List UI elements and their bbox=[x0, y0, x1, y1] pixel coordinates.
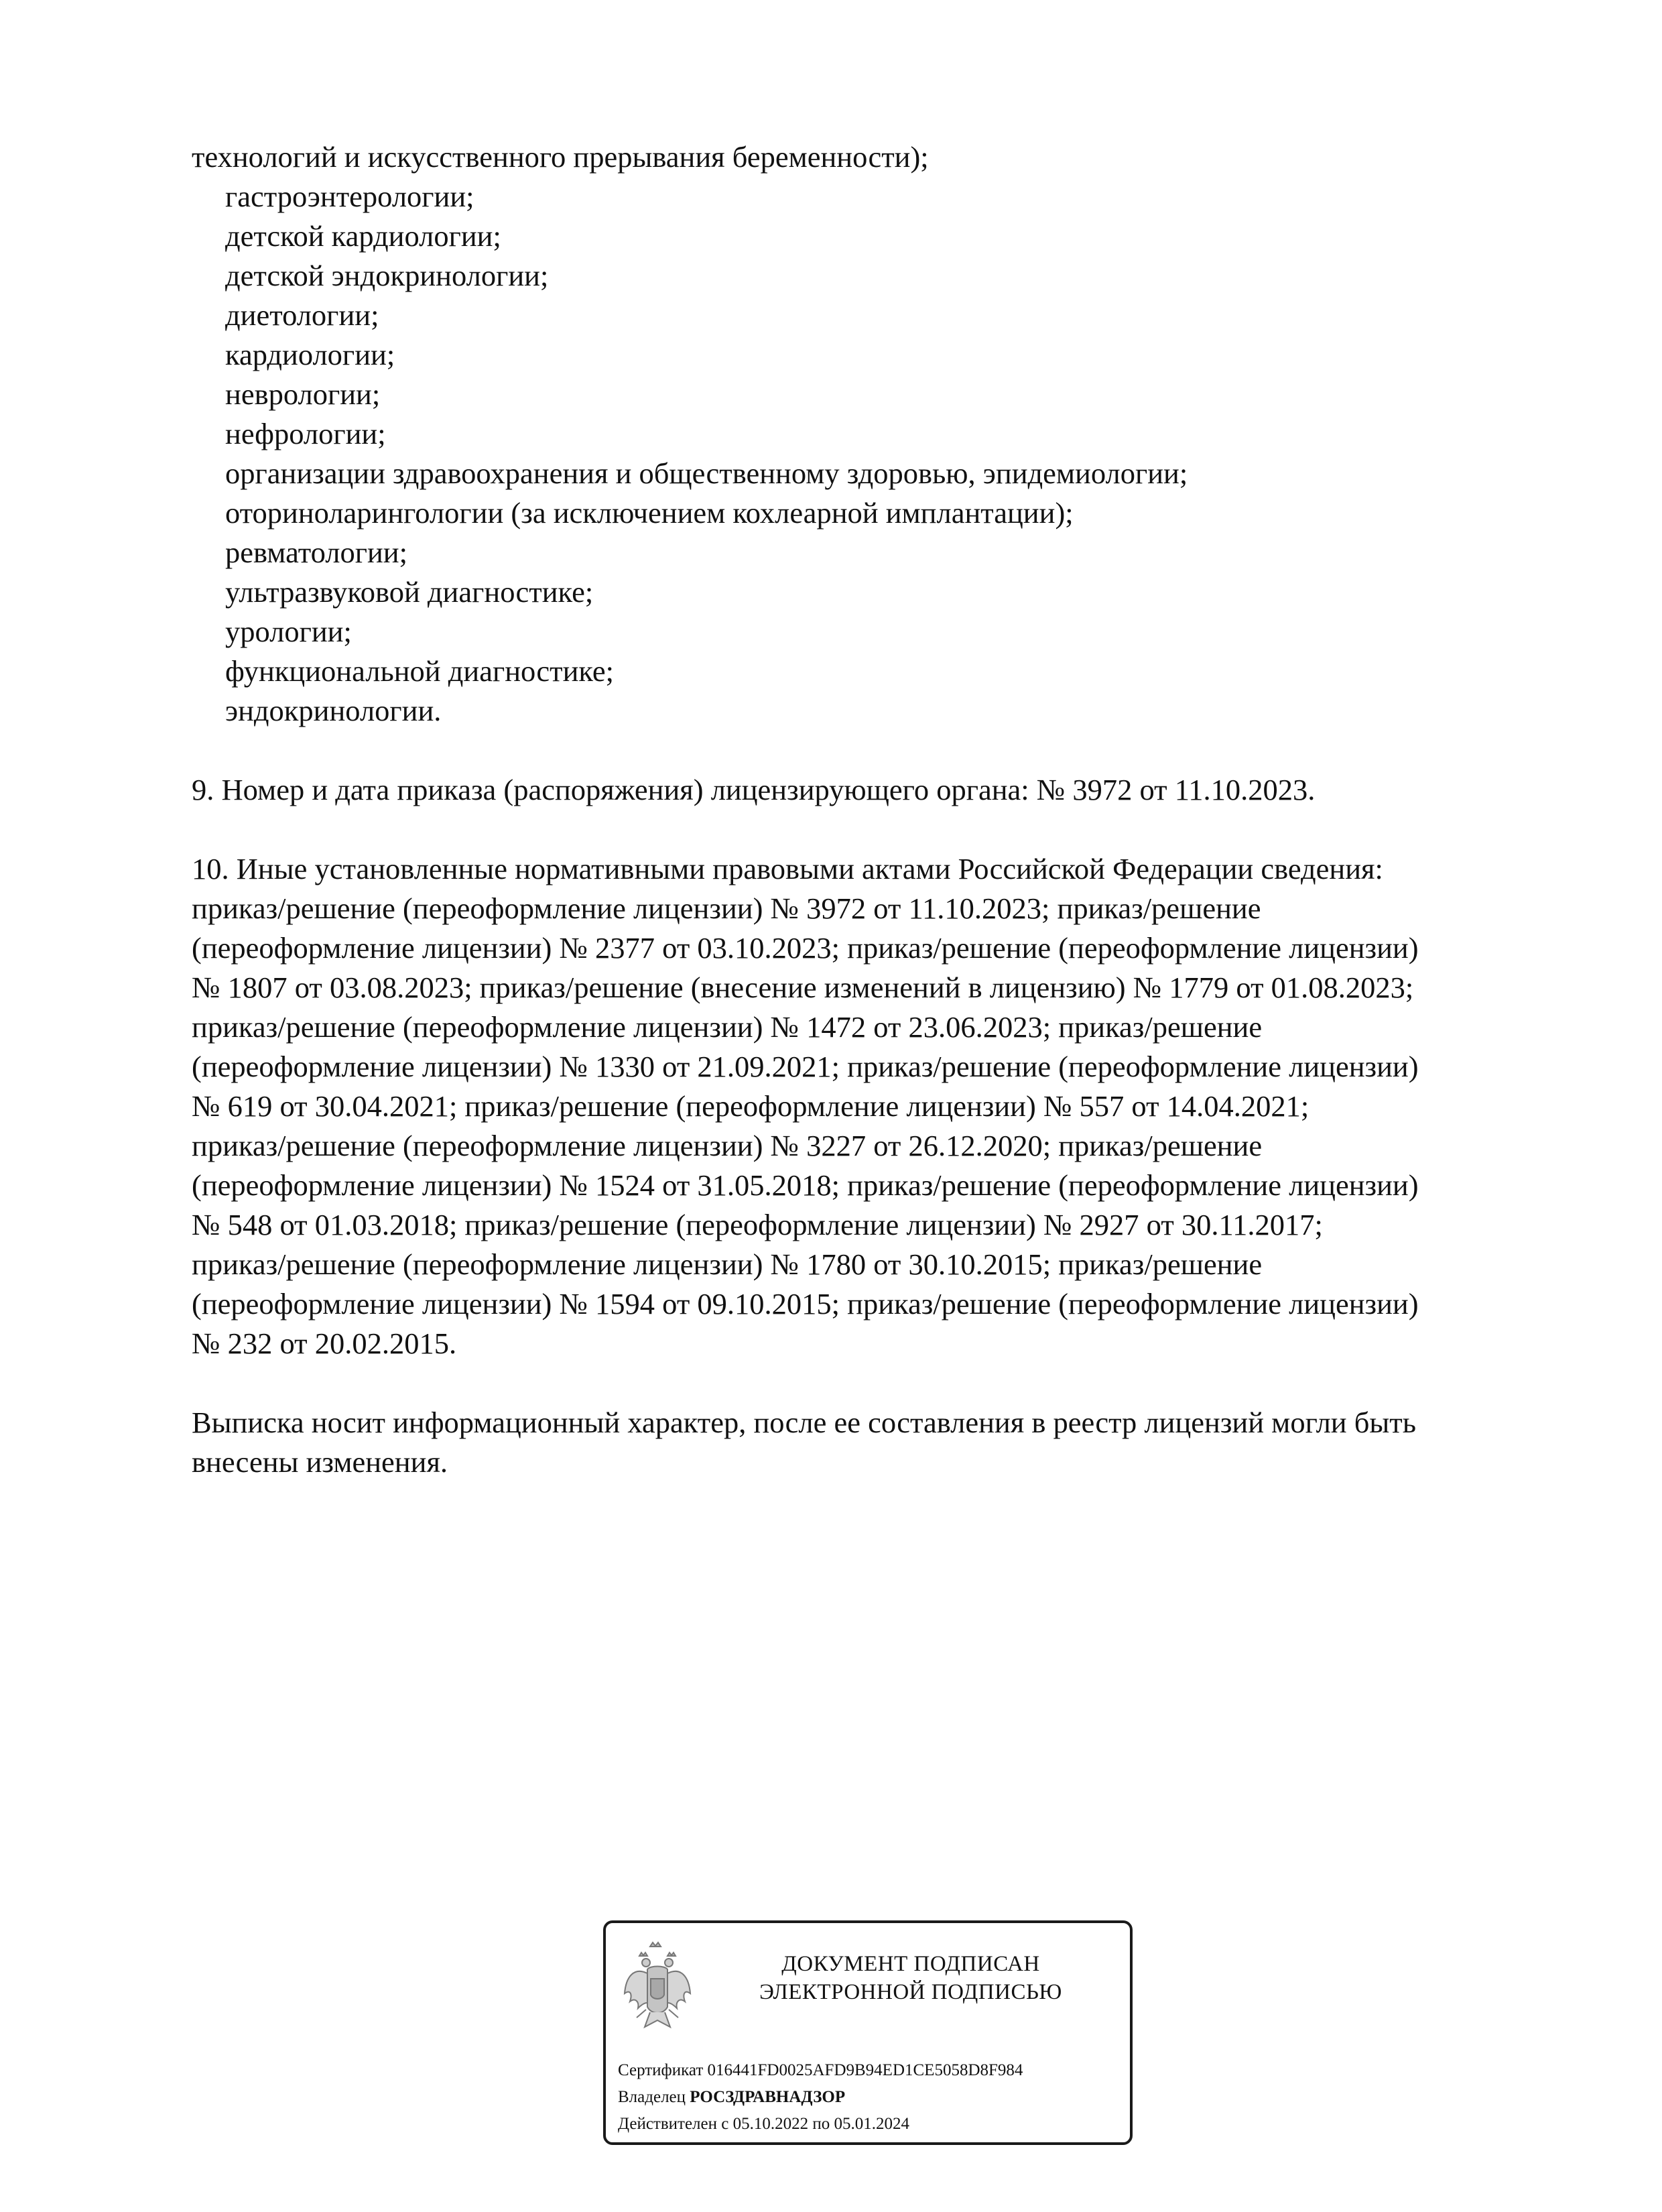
item-10-other-info bbox=[192, 849, 1525, 1363]
spacer bbox=[192, 1363, 1525, 1403]
list-item: детской эндокринологии; bbox=[225, 259, 549, 292]
list-item: нефрологии; bbox=[225, 417, 386, 450]
stamp-title-line: ЭЛЕКТРОННОЙ ПОДПИСЬЮ bbox=[759, 1980, 1062, 2004]
list-item: диетологии; bbox=[225, 298, 379, 332]
list-item: детской кардиологии; bbox=[225, 219, 501, 253]
paragraph-line: (переоформление лицензии) № 1524 от 31.05.2018; приказ/решение (переоформление лицензии) bbox=[192, 1168, 1419, 1202]
paragraph-line: (переоформление лицензии) № 2377 от 03.10.2023; приказ/решение (переоформление лицензии) bbox=[192, 931, 1419, 965]
owner-value: РОСЗДРАВНАДЗОР bbox=[690, 2088, 846, 2106]
validity-row: Действителен с 05.10.2022 по 05.01.2024 bbox=[618, 2115, 909, 2133]
document-body bbox=[192, 137, 1525, 1482]
paragraph-line: приказ/решение (переоформление лицензии) № 3972 от 11.10.2023; приказ/решение bbox=[192, 892, 1261, 925]
list-item: оториноларингологии (за исключением кохлеарной имплантации); bbox=[225, 496, 1074, 530]
list-item: ревматологии; bbox=[225, 536, 407, 569]
list-item: организации здравоохранения и общественному здоровью, эпидемиологии; bbox=[225, 456, 1188, 490]
electronic-signature-stamp bbox=[603, 1920, 1133, 2145]
item-9-order: 9. Номер и дата приказа (распоряжения) лицензирующего органа: № 3972 от 11.10.2023. bbox=[192, 773, 1316, 806]
coat-of-arms-icon bbox=[621, 1940, 694, 2034]
paragraph-line: приказ/решение (переоформление лицензии) № 3227 от 26.12.2020; приказ/решение bbox=[192, 1129, 1263, 1162]
paragraph-line: приказ/решение (переоформление лицензии) № 1780 от 30.10.2015; приказ/решение bbox=[192, 1247, 1263, 1281]
paragraph-line: (переоформление лицензии) № 1594 от 09.10.2015; приказ/решение (переоформление лицензии) bbox=[192, 1287, 1419, 1320]
list-item: функциональной диагностике; bbox=[225, 654, 615, 688]
paragraph-line: № 548 от 01.03.2018; приказ/решение (переоформление лицензии) № 2927 от 30.11.2017; bbox=[192, 1208, 1323, 1241]
paragraph-line: 10. Иные установленные нормативными правовыми актами Российской Федерации сведения: bbox=[192, 852, 1383, 885]
paragraph-line: (переоформление лицензии) № 1330 от 21.09.2021; приказ/решение (переоформление лицензии) bbox=[192, 1050, 1419, 1083]
list-item: гастроэнтерологии; bbox=[225, 180, 474, 213]
stamp-title bbox=[700, 1950, 1122, 2006]
stamp-details bbox=[618, 2057, 1023, 2138]
list-item: урологии; bbox=[225, 615, 352, 648]
certificate-value: 016441FD0025AFD9B94ED1CE5058D8F984 bbox=[707, 2061, 1023, 2079]
owner-label: Владелец bbox=[618, 2088, 686, 2106]
spacer bbox=[192, 810, 1525, 849]
list-item: кардиологии; bbox=[225, 338, 395, 371]
paragraph-line: Выписка носит информационный характер, после ее составления в реестр лицензий могли быть bbox=[192, 1406, 1416, 1439]
list-item: неврологии; bbox=[225, 377, 381, 411]
certificate-label: Сертификат bbox=[618, 2061, 704, 2079]
paragraph-line: приказ/решение (переоформление лицензии) № 1472 от 23.06.2023; приказ/решение bbox=[192, 1010, 1263, 1044]
list-item: ультразвуковой диагностике; bbox=[225, 575, 594, 609]
paragraph-line: № 232 от 20.02.2015. bbox=[192, 1327, 457, 1360]
disclaimer-note bbox=[192, 1403, 1525, 1482]
paragraph-line: внесены изменения. bbox=[192, 1445, 448, 1479]
paragraph-line: № 1807 от 03.08.2023; приказ/решение (внесение изменений в лицензию) № 1779 от 01.08.2023; bbox=[192, 971, 1414, 1004]
certificate-row bbox=[618, 2057, 1023, 2084]
owner-row bbox=[618, 2084, 1023, 2111]
stamp-title-line: ДОКУМЕНТ ПОДПИСАН bbox=[781, 1952, 1040, 1976]
paragraph-line: № 619 от 30.04.2021; приказ/решение (переоформление лицензии) № 557 от 14.04.2021; bbox=[192, 1089, 1309, 1123]
list-item: эндокринологии. bbox=[225, 694, 442, 727]
specialty-list bbox=[192, 177, 1525, 731]
spacer bbox=[192, 731, 1525, 770]
list-continuation: технологий и искусственного прерывания беременности); bbox=[192, 140, 929, 174]
